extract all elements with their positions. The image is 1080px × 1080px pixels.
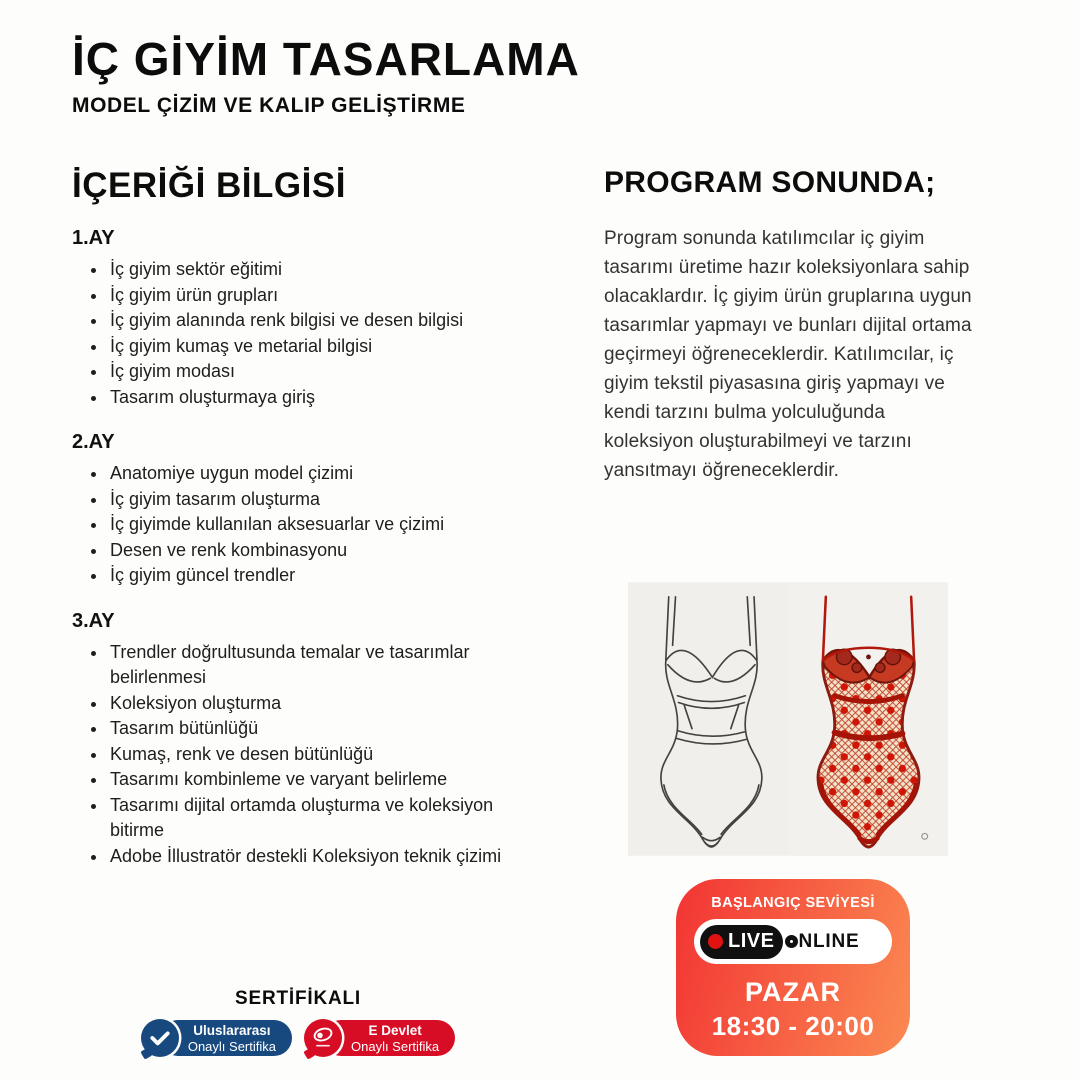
list-item: • Tasarım bütünlüğü bbox=[108, 716, 524, 742]
badge-line2: Onaylı Sertifika bbox=[351, 1038, 440, 1054]
program-outcome-column bbox=[604, 166, 972, 485]
course-content-column bbox=[72, 166, 584, 869]
list-item: • Tasarımı kombinleme ve varyant belirleme bbox=[108, 767, 524, 793]
schedule-card bbox=[676, 879, 910, 1056]
online-label: NLINE bbox=[798, 930, 860, 952]
list-item: • Koleksiyon oluşturma bbox=[108, 691, 524, 717]
certification-block bbox=[78, 988, 518, 1058]
section-1-list bbox=[72, 257, 524, 410]
badge-line1: E Devlet bbox=[368, 1022, 422, 1038]
level-badge: BAŞLANGIÇ SEVİYESİ bbox=[711, 895, 875, 911]
list-item: • İç giyim ürün grupları bbox=[108, 283, 524, 309]
list-item: • İç giyim modası bbox=[108, 359, 524, 385]
certification-heading: SERTİFİKALI bbox=[235, 988, 361, 1009]
section-3-list bbox=[72, 640, 524, 870]
list-item: • Kumaş, renk ve desen bütünlüğü bbox=[108, 742, 524, 768]
lingerie-sketch-svg bbox=[628, 578, 948, 860]
section-3-label: 3.AY bbox=[72, 609, 115, 632]
badge-text bbox=[160, 1020, 292, 1056]
badge-text bbox=[323, 1020, 455, 1056]
live-label: LIVE bbox=[728, 930, 775, 952]
cert-badge-international bbox=[141, 1018, 292, 1058]
e-devlet-icon bbox=[304, 1019, 342, 1057]
section-month-3 bbox=[72, 610, 584, 870]
list-item: • İç giyim güncel trendler bbox=[108, 563, 524, 589]
o-ring-icon bbox=[785, 935, 798, 948]
list-item: • İç giyim kumaş ve metarial bilgisi bbox=[108, 334, 524, 360]
list-item: • Trendler doğrultusunda temalar ve tasarımlar belirlenmesi bbox=[108, 640, 524, 691]
section-2-list bbox=[72, 461, 524, 589]
section-month-1 bbox=[72, 227, 584, 410]
list-item: • İç giyim alanında renk bilgisi ve desen bilgisi bbox=[108, 308, 524, 334]
program-body: Program sonunda katılımcılar iç giyim tasarımı üretime hazır koleksiyonlara sahip olacaklardır. İç giyim ürün gruplarına uygun tasarımlar yapmayı ve bunları dijital ortama geçirmeyi öğreneceklerdir. Katılımcılar, iç giyim tekstil piyasasına giriş yapmayı ve kendi tarzını bulma yolculuğunda koleksiyon oluşturabilmeyi ve tarzını yansıtmayı öğreneceklerdir. bbox=[604, 228, 972, 481]
check-icon bbox=[141, 1019, 179, 1057]
list-item: • Tasarımı dijital ortamda oluşturma ve koleksiyon bitirme bbox=[108, 793, 524, 844]
badge-line2: Onaylı Sertifika bbox=[187, 1038, 276, 1054]
page-subtitle: MODEL ÇİZİM VE KALIP GELİŞTİRME bbox=[72, 93, 466, 117]
section-2-label: 2.AY bbox=[72, 431, 115, 453]
list-item: • Tasarım oluşturmaya giriş bbox=[108, 385, 524, 411]
badge-line1: Uluslararası bbox=[193, 1022, 271, 1038]
day-label: PAZAR bbox=[745, 977, 841, 1007]
list-item: • Adobe İllustratör destekli Koleksiyon teknik çizimi bbox=[108, 844, 524, 870]
certification-badges bbox=[78, 1018, 518, 1058]
program-heading: PROGRAM SONUNDA; bbox=[604, 166, 936, 199]
section-month-2 bbox=[72, 431, 584, 589]
section-1-label: 1.AY bbox=[72, 227, 115, 249]
live-dot-icon bbox=[708, 934, 723, 949]
time-label: 18:30 - 20:00 bbox=[711, 1011, 875, 1041]
live-online-pill bbox=[694, 919, 892, 964]
list-item: • İç giyim sektör eğitimi bbox=[108, 257, 524, 283]
content-heading: İÇERİĞİ BİLGİSİ bbox=[72, 166, 346, 205]
list-item: • Anatomiye uygun model çizimi bbox=[108, 461, 524, 487]
cert-badge-edevlet bbox=[304, 1018, 455, 1058]
live-badge bbox=[700, 925, 783, 959]
page-title: İÇ GİYİM TASARLAMA bbox=[72, 33, 580, 85]
list-item: • İç giyim tasarım oluşturma bbox=[108, 487, 524, 513]
list-item: • İç giyimde kullanılan aksesuarlar ve çizimi bbox=[108, 512, 524, 538]
list-item: • Desen ve renk kombinasyonu bbox=[108, 538, 524, 564]
lingerie-sketches-image bbox=[628, 578, 948, 860]
header bbox=[72, 34, 580, 118]
